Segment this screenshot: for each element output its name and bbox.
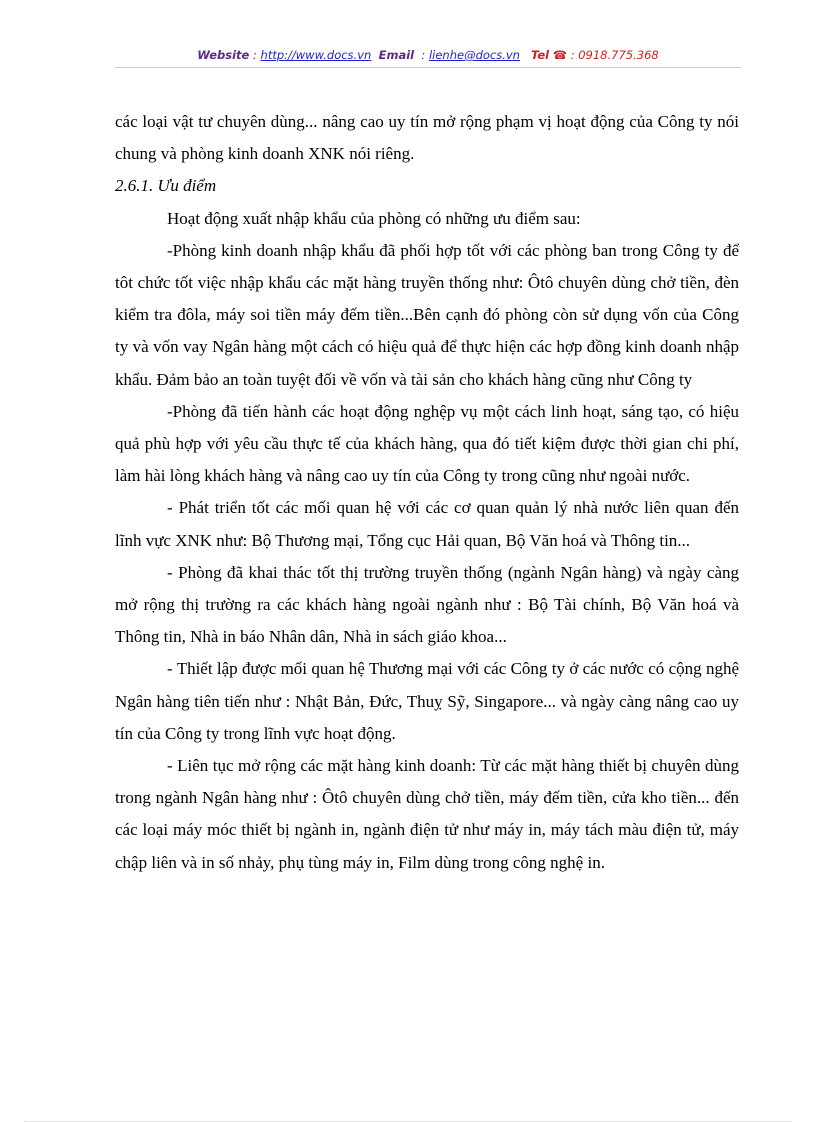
footer-divider xyxy=(24,1121,792,1122)
website-label: Website xyxy=(197,48,250,62)
header-separator: : xyxy=(414,48,429,62)
paragraph-continuation: các loại vật tư chuyên dùng... nâng cao uy tín mở rộng phạm vị hoạt động của Công ty nói chung và phòng kinh doanh XNK nói riêng. xyxy=(115,112,739,164)
paragraph: - Phòng đã khai thác tốt thị trường truyền thống (ngành Ngân hàng) và ngày càng mở rộng thị trường ra các khách hàng ngoài ngành như : Bộ Tài chính, Bộ Văn hoá và Thông tin, Nhà in báo Nhân dân, Nhà in sách giáo khoa... xyxy=(115,562,739,647)
page-header xyxy=(115,46,741,64)
email-link[interactable]: lienhe@docs.vn xyxy=(428,48,520,62)
paragraph-intro: Hoạt động xuất nhập khẩu của phòng có những ưu điểm sau: xyxy=(167,208,581,228)
section-heading: 2.6.1. Ưu điểm xyxy=(115,176,217,196)
website-link[interactable]: http://www.docs.vn xyxy=(260,48,372,62)
phone-icon: ☎ xyxy=(552,48,568,62)
paragraph: -Phòng đã tiến hành các hoạt động nghệp vụ một cách linh hoạt, sáng tạo, có hiệu quả phù hợp với yêu cầu thực tế của khách hàng, qua đó tiết kiệm được thời gian chi phí, làm hài lòng khách hàng và nâng cao uy tín của Công ty trong cũng như ngoài nước. xyxy=(115,401,739,486)
paragraph: - Phát triển tốt các mối quan hệ với các cơ quan quản lý nhà nước liên quan đến lĩnh vực XNK như: Bộ Thương mại, Tổng cục Hải quan, Bộ Văn hoá và Thông tin... xyxy=(115,498,739,550)
header-separator: : xyxy=(249,48,261,62)
document-body xyxy=(115,106,739,879)
email-label: Email xyxy=(378,48,415,62)
paragraph: - Thiết lập được mối quan hệ Thương mại với các Công ty ở các nước có cộng nghệ Ngân hàng tiên tiến như : Nhật Bản, Đức, Thuỵ Sỹ, Singapore... và ngày càng nâng cao uy tín của Công ty trong lĩnh vực hoạt động. xyxy=(115,659,739,743)
header-divider xyxy=(115,67,741,68)
tel-label: Tel xyxy=(530,48,550,62)
paragraph: - Liên tục mở rộng các mặt hàng kinh doanh: Từ các mặt hàng thiết bị chuyên dùng trong ngành Ngân hàng như : Ôtô chuyên dùng chở tiền, máy đếm tiền, cửa kho tiền... đến các loại máy móc thiết bị ngành in, ngành điện tử như máy in, máy tách màu điện tử, máy chập liên và in số nhảy, phụ tùng máy in, Film dùng trong công nghệ in. xyxy=(115,756,739,872)
header-separator: : xyxy=(567,48,579,62)
phone-number: 0918.775.368 xyxy=(578,48,659,62)
paragraph: -Phòng kinh doanh nhập khẩu đã phối hợp tốt với các phòng ban trong Công ty để tôt chức tốt việc nhập khẩu các mặt hàng truyền thống như: Ôtô chuyên dùng chở tiền, đèn kiểm tra đôla, máy soi tiền máy đếm tiền...Bên cạnh đó phòng còn sử dụng vốn của Công ty và vốn vay Ngân hàng một cách có hiệu quả để thực hiện các hợp đồng kinh doanh nhập khẩu. Đảm bảo an toàn tuyệt đối về vốn và tài sản cho khách hàng cũng như Công ty xyxy=(115,240,739,389)
